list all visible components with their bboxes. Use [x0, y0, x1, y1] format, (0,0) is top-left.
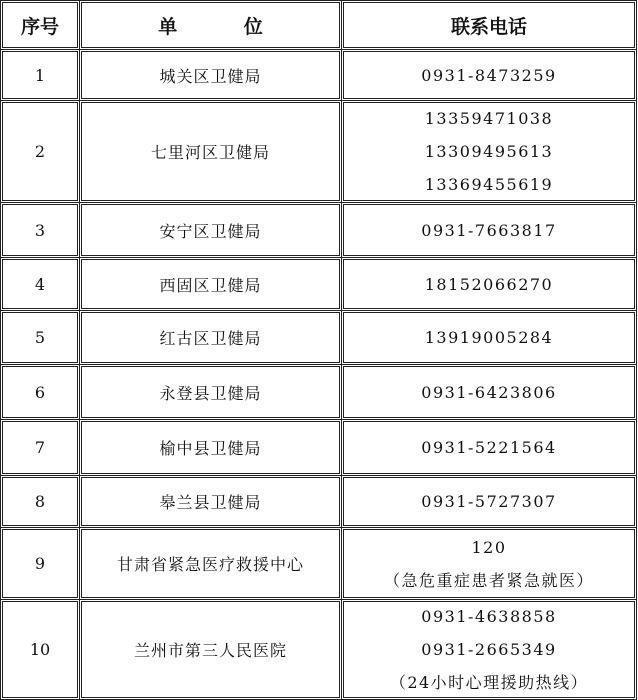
row-phone	[342, 311, 637, 365]
table-row	[0, 101, 637, 203]
row-index: 7	[0, 420, 80, 476]
row-index: 3	[0, 203, 80, 258]
table-row	[0, 420, 637, 476]
row-index: 4	[0, 258, 80, 311]
row-index: 10	[0, 600, 80, 700]
phone-number: 13359471038	[424, 109, 554, 128]
phone-number: 0931-5727307	[421, 492, 557, 511]
row-index: 5	[0, 311, 80, 365]
phone-number: 0931-5221564	[421, 438, 557, 457]
row-unit: 榆中县卫健局	[80, 420, 342, 476]
header-unit: 单 位	[80, 0, 342, 50]
row-phone	[342, 258, 637, 311]
row-index: 1	[0, 50, 80, 101]
phone-number: 13309495613	[424, 142, 554, 161]
phone-number: 0931-2665349	[421, 640, 557, 659]
row-phone	[342, 365, 637, 420]
row-unit: 兰州市第三人民医院	[80, 600, 342, 700]
phone-number: 18152066270	[424, 274, 554, 294]
row-index: 8	[0, 476, 80, 528]
row-phone	[342, 528, 637, 600]
row-phone	[342, 101, 637, 203]
row-unit: 永登县卫健局	[80, 365, 342, 420]
phone-note: （急危重症患者紧急就医）	[383, 570, 594, 590]
header-row	[0, 0, 637, 50]
header-phone: 联系电话	[342, 0, 637, 50]
row-index: 9	[0, 528, 80, 600]
phone-number: 0931-4638858	[421, 607, 557, 626]
table-row	[0, 311, 637, 365]
row-unit: 西固区卫健局	[80, 258, 342, 311]
phone-number: 0931-6423806	[421, 382, 557, 402]
row-unit: 红古区卫健局	[80, 311, 342, 365]
phone-number: 120	[471, 537, 507, 557]
row-phone	[342, 203, 637, 258]
row-phone	[342, 476, 637, 528]
row-index: 2	[0, 101, 80, 203]
row-unit: 七里河区卫健局	[80, 101, 342, 203]
table-row	[0, 50, 637, 101]
header-index: 序号	[0, 0, 80, 50]
table-row	[0, 203, 637, 258]
table-row	[0, 476, 637, 528]
row-unit: 皋兰县卫健局	[80, 476, 342, 528]
row-phone	[342, 420, 637, 476]
table-row	[0, 600, 637, 700]
row-index: 6	[0, 365, 80, 420]
phone-note: （24小时心理援助热线）	[389, 673, 589, 692]
table-row	[0, 365, 637, 420]
phone-number: 0931-8473259	[421, 65, 557, 85]
row-unit: 城关区卫健局	[80, 50, 342, 101]
table-row	[0, 528, 637, 600]
table-row	[0, 258, 637, 311]
phone-number: 0931-7663817	[421, 220, 557, 240]
row-unit: 甘肃省紧急医疗救援中心	[80, 528, 342, 600]
row-phone	[342, 600, 637, 700]
phone-number: 13919005284	[424, 328, 554, 347]
phone-number: 13369455619	[424, 175, 554, 194]
row-phone	[342, 50, 637, 101]
row-unit: 安宁区卫健局	[80, 203, 342, 258]
